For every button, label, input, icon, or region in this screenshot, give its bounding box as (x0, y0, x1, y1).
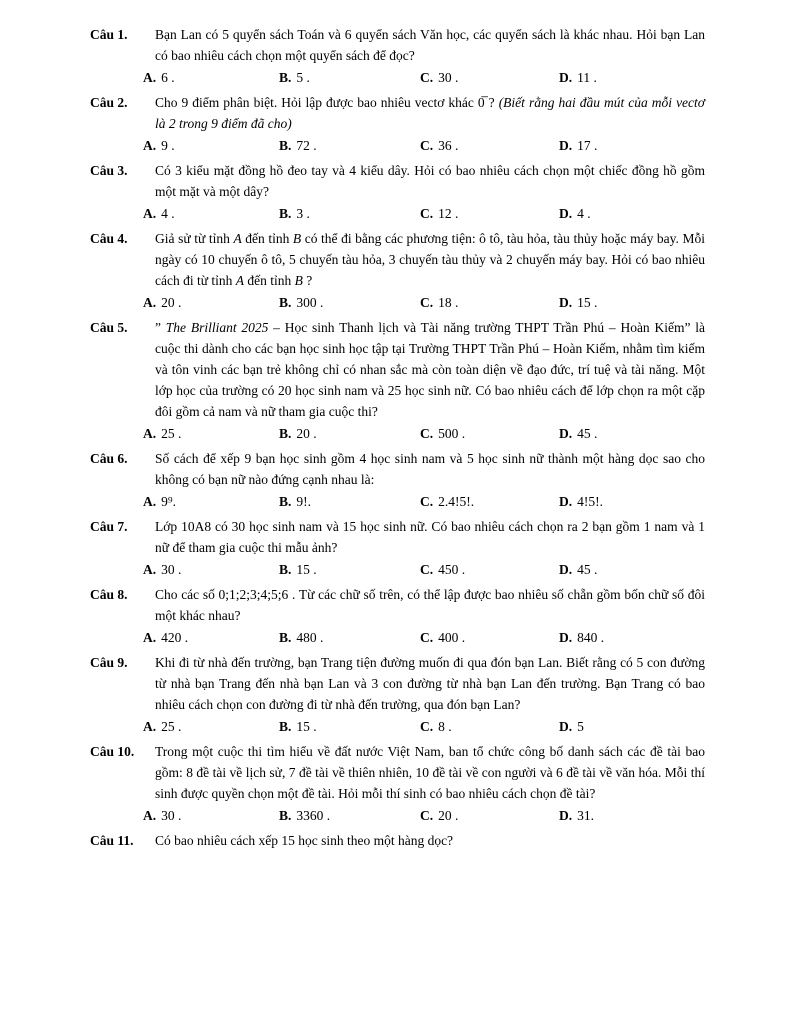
option-text: 20 . (296, 426, 317, 441)
option-text: 45 . (577, 562, 598, 577)
answer-options (143, 559, 705, 580)
question-number: Câu 8. (90, 587, 128, 602)
option-label: C. (420, 295, 434, 310)
answer-options (143, 627, 705, 648)
question-number: Câu 2. (90, 95, 128, 110)
answer-option (559, 627, 705, 648)
option-label: A. (143, 138, 157, 153)
answer-options (143, 716, 705, 737)
answer-option (559, 491, 705, 512)
option-text: 45 . (577, 426, 598, 441)
question-text-segment: Có bao nhiêu cách xếp 15 học sinh theo một hàng dọc? (155, 833, 454, 848)
question-number: Câu 3. (90, 163, 128, 178)
option-label: C. (420, 562, 434, 577)
answer-option (279, 135, 420, 156)
option-label: D. (559, 295, 573, 310)
question-text (155, 652, 705, 715)
answer-option (420, 627, 559, 648)
question-number: Câu 5. (90, 320, 128, 335)
question-row (90, 317, 705, 422)
option-label: B. (279, 808, 292, 823)
question-row (90, 228, 705, 291)
question-text-segment: Lớp 10A8 có 30 học sinh nam và 15 học sinh nữ. Có bao nhiêu cách chọn ra 2 bạn gồm 1 nam và 1 nữ để tham gia cuộc thi mẫu ảnh? (155, 519, 705, 555)
answer-option (143, 203, 279, 224)
answer-option (559, 203, 705, 224)
option-text: 30 . (161, 808, 182, 823)
option-text: 3360 . (296, 808, 331, 823)
option-label: D. (559, 562, 573, 577)
question-text-segment: B (292, 231, 302, 246)
question-text-segment: đến tỉnh (244, 273, 295, 288)
option-text: 450 . (438, 562, 466, 577)
option-label: C. (420, 70, 434, 85)
option-label: B. (279, 70, 292, 85)
answer-option (279, 203, 420, 224)
question-text-segment: Cho 9 điểm phân biệt. Hỏi lập được bao nhiêu vectơ khác 0̅ ? (155, 95, 499, 110)
option-text: 5 (577, 719, 584, 734)
answer-option (279, 67, 420, 88)
question-block (90, 448, 705, 512)
option-text: 9!. (296, 494, 312, 509)
answer-option (420, 135, 559, 156)
option-text: 12 . (438, 206, 459, 221)
answer-option (559, 292, 705, 313)
answer-option (420, 203, 559, 224)
question-text-segment: ” (155, 320, 166, 335)
option-text: 15 . (296, 719, 317, 734)
question-text-segment: The Brilliant 2025 (165, 320, 269, 335)
answer-option (143, 559, 279, 580)
question-block (90, 228, 705, 313)
option-text: 72 . (296, 138, 317, 153)
option-text: 15 . (296, 562, 317, 577)
question-number: Câu 9. (90, 655, 128, 670)
option-text: 36 . (438, 138, 459, 153)
option-label: A. (143, 295, 157, 310)
option-text: 25 . (161, 719, 182, 734)
question-block (90, 584, 705, 648)
option-label: B. (279, 295, 292, 310)
option-text: 400 . (438, 630, 466, 645)
option-text: 30 . (438, 70, 459, 85)
option-text: 30 . (161, 562, 182, 577)
question-text (155, 24, 705, 66)
answer-option (559, 559, 705, 580)
option-label: D. (559, 206, 573, 221)
option-label: A. (143, 808, 157, 823)
question-text (155, 584, 705, 626)
answer-option (279, 627, 420, 648)
option-label: B. (279, 494, 292, 509)
answer-options (143, 805, 705, 826)
answer-option (559, 716, 705, 737)
question-number: Câu 10. (90, 744, 135, 759)
option-label: C. (420, 494, 434, 509)
option-text: 11 . (577, 70, 597, 85)
question-text-segment: có thể đi bằng các phương tiện: ô tô, tàu hỏa, tàu thủy hoặc máy bay. Mỗi ngày có 10 chuyến ô tô, 5 chuyến tàu hỏa, 3 chuyến tàu thủy và 2 chuyến máy bay. Hỏi có bao nhiêu cách đi từ tỉnh (155, 231, 705, 288)
answer-option (420, 292, 559, 313)
option-label: C. (420, 719, 434, 734)
option-label: A. (143, 206, 157, 221)
answer-option (143, 627, 279, 648)
question-text-segment: Bạn Lan có 5 quyển sách Toán và 6 quyển sách Văn học, các quyển sách là khác nhau. Hỏi bạn Lan có bao nhiêu cách chọn một quyển sách để đọc? (155, 27, 705, 63)
option-label: D. (559, 70, 573, 85)
option-text: 25 . (161, 426, 182, 441)
option-text: 2.4!5!. (438, 494, 475, 509)
answer-option (143, 805, 279, 826)
option-label: D. (559, 138, 573, 153)
answer-option (279, 716, 420, 737)
answer-option (143, 491, 279, 512)
option-label: A. (143, 630, 157, 645)
question-text (155, 741, 705, 804)
option-label: D. (559, 494, 573, 509)
option-text: 3 . (296, 206, 310, 221)
option-label: D. (559, 630, 573, 645)
option-label: C. (420, 808, 434, 823)
answer-option (279, 423, 420, 444)
answer-options (143, 491, 705, 512)
answer-option (420, 805, 559, 826)
question-block (90, 516, 705, 580)
option-text: 4 . (161, 206, 175, 221)
option-label: B. (279, 719, 292, 734)
option-label: B. (279, 206, 292, 221)
option-text: 9 . (161, 138, 175, 153)
question-block (90, 24, 705, 88)
answer-option (559, 135, 705, 156)
answer-options (143, 292, 705, 313)
option-label: B. (279, 562, 292, 577)
question-row (90, 830, 705, 851)
option-text: 15 . (577, 295, 598, 310)
question-text-segment: (Biết rằng hai đầu mút của mỗi vectơ là 2 trong 9 điểm đã cho) (155, 95, 705, 131)
answer-options (143, 203, 705, 224)
option-label: C. (420, 138, 434, 153)
question-block (90, 652, 705, 737)
answer-option (143, 423, 279, 444)
question-text-segment: Số cách để xếp 9 bạn học sinh gồm 4 học sinh nam và 5 học sinh nữ thành một hàng dọc sao cho không có bạn nữ nào đứng cạnh nhau là: (155, 451, 705, 487)
answer-option (279, 805, 420, 826)
option-text: 480 . (296, 630, 324, 645)
answer-options (143, 423, 705, 444)
answer-option (143, 292, 279, 313)
option-text: 9⁹. (161, 494, 176, 509)
question-text (155, 448, 705, 490)
answer-option (420, 67, 559, 88)
question-text (155, 92, 705, 134)
question-text (155, 830, 705, 851)
question-block (90, 92, 705, 156)
option-label: B. (279, 426, 292, 441)
question-text (155, 516, 705, 558)
question-text-segment: Trong một cuộc thi tìm hiểu về đất nước Việt Nam, ban tổ chức công bố danh sách các đề tài bao gồm: 8 đề tài về lịch sử, 7 đề tài về thiên nhiên, 10 đề tài về con người và 6 đề tài về văn hóa. Mỗi thí sinh được quyền chọn một đề tài. Hỏi mỗi thí sinh có bao nhiêu cách chọn đề tài? (155, 744, 705, 801)
question-number: Câu 1. (90, 27, 128, 42)
question-text-segment: ? (302, 273, 313, 288)
question-row (90, 448, 705, 490)
answer-option (420, 491, 559, 512)
option-text: 18 . (438, 295, 459, 310)
question-number: Câu 11. (90, 833, 134, 848)
option-text: 840 . (577, 630, 605, 645)
question-text-segment: Giả sử từ tỉnh (155, 231, 234, 246)
question-number: Câu 4. (90, 231, 128, 246)
question-number: Câu 7. (90, 519, 128, 534)
option-text: 31. (577, 808, 594, 823)
question-row (90, 160, 705, 202)
answer-option (279, 559, 420, 580)
question-text-segment: đến tỉnh (241, 231, 293, 246)
question-block (90, 830, 705, 851)
option-text: 4!5!. (577, 494, 603, 509)
option-text: 500 . (438, 426, 466, 441)
question-list (90, 24, 705, 851)
option-text: 300 . (296, 295, 324, 310)
answer-option (420, 716, 559, 737)
answer-option (143, 135, 279, 156)
answer-option (420, 559, 559, 580)
option-label: C. (420, 630, 434, 645)
question-block (90, 160, 705, 224)
option-label: B. (279, 138, 292, 153)
option-label: B. (279, 630, 292, 645)
option-label: C. (420, 426, 434, 441)
answer-options (143, 135, 705, 156)
question-row (90, 652, 705, 715)
option-label: A. (143, 562, 157, 577)
option-label: D. (559, 808, 573, 823)
question-text-segment: A (235, 273, 245, 288)
question-row (90, 584, 705, 626)
answer-option (420, 423, 559, 444)
question-number: Câu 6. (90, 451, 128, 466)
answer-option (559, 805, 705, 826)
question-text-segment: Cho các số 0;1;2;3;4;5;6 . Từ các chữ số trên, có thể lập được bao nhiêu số chẵn gồm bốn chữ số đôi một khác nhau? (155, 587, 705, 623)
question-text-segment: A (233, 231, 242, 246)
option-text: 420 . (161, 630, 189, 645)
option-label: A. (143, 70, 157, 85)
question-row (90, 516, 705, 558)
question-text-segment: – Học sinh Thanh lịch và Tài năng trường THPT Trần Phú – Hoàn Kiếm” là cuộc thi dành cho các bạn học sinh học tập tại Trường THPT Trần Phú – Hoàn Kiếm, nhằm tìm kiếm và tôn vinh các bạn trẻ không chỉ có nhan sắc mà còn toàn diện về đạo đức, trí tuệ và tài năng. Một lớp học của trường có 20 học sinh nam và 25 học sinh nữ. Có bao nhiêu cách để lớp chọn ra một cặp đôi gồm cả nam và nữ tham gia cuộc thi? (155, 320, 705, 419)
answer-option (143, 716, 279, 737)
option-label: A. (143, 719, 157, 734)
answer-options (143, 67, 705, 88)
question-row (90, 741, 705, 804)
question-block (90, 741, 705, 826)
option-label: D. (559, 719, 573, 734)
question-block (90, 317, 705, 444)
option-text: 6 . (161, 70, 175, 85)
question-row (90, 24, 705, 66)
answer-option (279, 491, 420, 512)
option-label: A. (143, 426, 157, 441)
question-text (155, 228, 705, 291)
answer-option (279, 292, 420, 313)
question-text-segment: Khi đi từ nhà đến trường, bạn Trang tiện đường muốn đi qua đón bạn Lan. Biết rằng có 5 con đường từ nhà bạn Trang đến nhà bạn Lan và 3 con đường từ nhà bạn Lan đến trường. Bạn Trang có bao nhiêu cách chọn con đường đi từ nhà đến trường, qua đón bạn Lan? (155, 655, 705, 712)
answer-option (559, 67, 705, 88)
question-text-segment: B (294, 273, 303, 288)
question-row (90, 92, 705, 134)
option-text: 20 . (161, 295, 182, 310)
answer-option (143, 67, 279, 88)
question-text (155, 317, 705, 422)
option-label: D. (559, 426, 573, 441)
option-text: 5 . (296, 70, 310, 85)
option-label: C. (420, 206, 434, 221)
option-text: 20 . (438, 808, 459, 823)
option-text: 17 . (577, 138, 598, 153)
option-label: A. (143, 494, 157, 509)
option-text: 8 . (438, 719, 452, 734)
option-text: 4 . (577, 206, 591, 221)
question-text (155, 160, 705, 202)
question-text-segment: Có 3 kiểu mặt đồng hồ đeo tay và 4 kiểu dây. Hỏi có bao nhiêu cách chọn một chiếc đồng hồ gồm một mặt và một dây? (155, 163, 705, 199)
answer-option (559, 423, 705, 444)
